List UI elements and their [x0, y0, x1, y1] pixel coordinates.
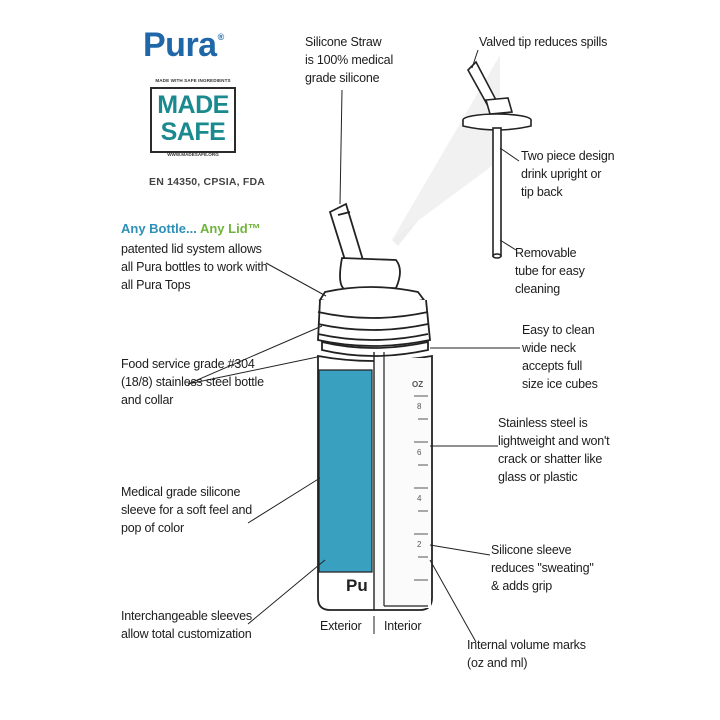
label-food-grade: Food service grade #304 (18/8) stainless steel bottle and collar	[121, 357, 264, 407]
label-valved: Valved tip reduces spills	[479, 35, 608, 49]
label-two-piece: Two piece design drink upright or tip back	[521, 149, 615, 199]
volume-mark-6: 6	[417, 448, 422, 457]
any-bottle-heading	[121, 221, 261, 236]
made-safe-bottom: WWW.MADESAFE.ORG	[167, 152, 219, 157]
bottle-straw	[330, 204, 400, 290]
label-sleeve-medical: Medical grade silicone sleeve for a soft feel and pop of color	[121, 485, 252, 535]
label-removable: Removable tube for easy cleaning	[515, 246, 585, 296]
label-interchangeable: Interchangeable sleeves allow total customization	[121, 609, 252, 641]
oz-label: OZ	[412, 380, 424, 389]
label-exterior: Exterior	[320, 619, 362, 633]
any-bottle-part1: Any Bottle...	[121, 221, 200, 236]
volume-mark-2: 2	[417, 540, 422, 549]
made-safe-box	[150, 87, 236, 153]
label-interior: Interior	[384, 619, 422, 633]
label-sleeve-sweat: Silicone sleeve reduces "sweating" & adds grip	[491, 543, 594, 593]
made-safe-line1: MADE	[157, 91, 229, 119]
made-safe-line2: SAFE	[160, 118, 226, 146]
label-volume: Internal volume marks (oz and ml)	[467, 638, 586, 670]
volume-mark-4: 4	[417, 494, 422, 503]
brand-mark: ®	[217, 32, 224, 42]
bottle-lid	[318, 287, 430, 356]
made-safe-badge	[150, 78, 236, 160]
pura-logo	[143, 26, 224, 65]
bottle-logo: Pu	[346, 576, 368, 595]
silicone-sleeve	[319, 370, 372, 572]
brand-name: Pura	[143, 26, 217, 64]
any-bottle-text: patented lid system allows all Pura bottles to work with all Pura Tops	[121, 242, 268, 292]
any-lid-part2: Any Lid™	[199, 221, 261, 236]
label-wide-neck: Easy to clean wide neck accepts full size ice cubes	[522, 323, 598, 391]
certifications: EN 14350, CPSIA, FDA	[149, 176, 266, 188]
label-steel-light: Stainless steel is lightweight and won't crack or shatter like glass or plastic	[498, 416, 610, 484]
label-straw: Silicone Straw is 100% medical grade silicone	[305, 35, 394, 85]
made-safe-top: MADE WITH SAFE INGREDIENTS	[155, 78, 231, 83]
volume-mark-8: 8	[417, 402, 422, 411]
